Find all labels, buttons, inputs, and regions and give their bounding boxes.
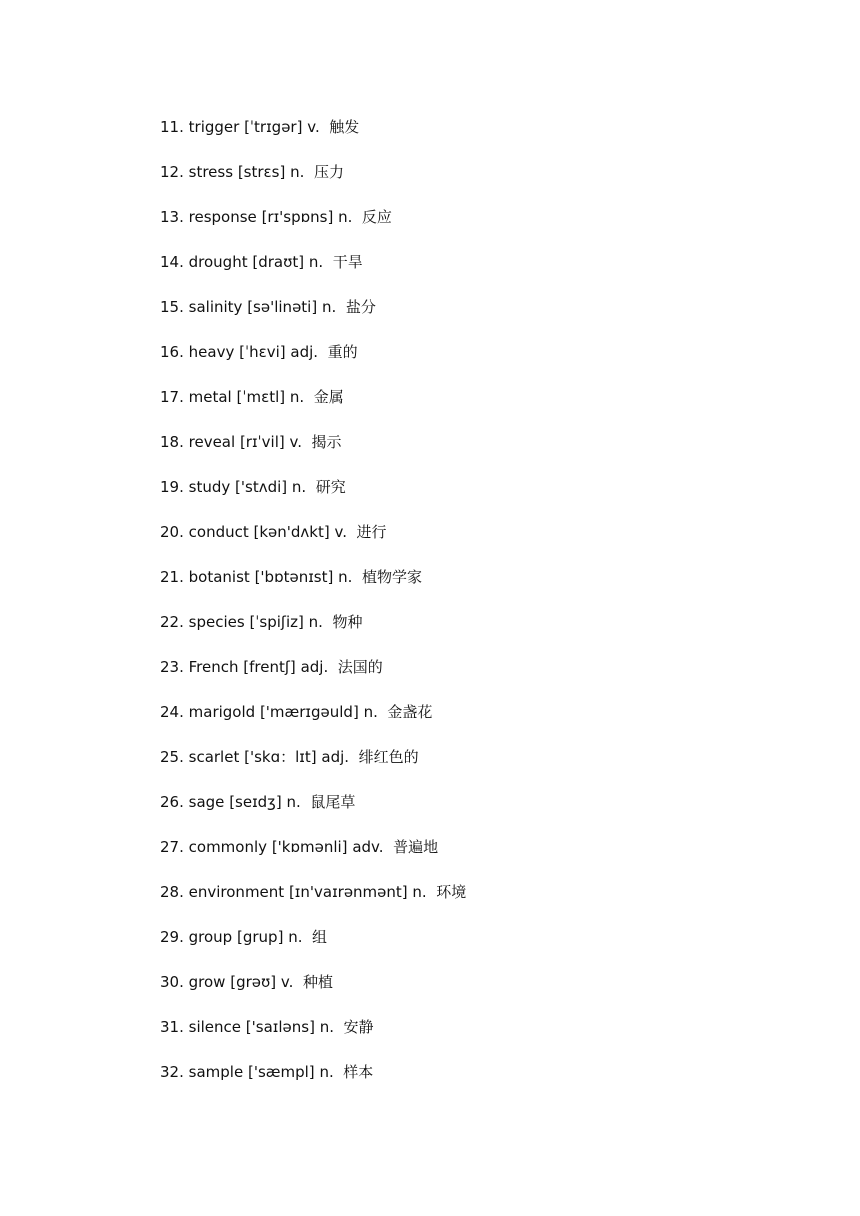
entry-phonetic: [strɛs]	[237, 163, 286, 181]
vocab-entry	[160, 521, 466, 566]
entry-number: 29.	[160, 928, 184, 946]
vocab-entry	[160, 611, 466, 656]
entry-meaning: 重的	[327, 343, 358, 361]
entry-word: scarlet	[188, 748, 240, 766]
entry-part-of-speech: n.	[338, 568, 353, 586]
vocab-entry	[160, 476, 466, 521]
vocab-entry	[160, 341, 466, 386]
entry-phonetic: ['stʌdi]	[235, 478, 288, 496]
entry-number: 18.	[160, 433, 184, 451]
entry-part-of-speech: n.	[288, 928, 303, 946]
entry-phonetic: [ˈmɛtl]	[236, 388, 286, 406]
entry-part-of-speech: v.	[280, 973, 294, 991]
vocab-entry	[160, 296, 466, 341]
entry-number: 11.	[160, 118, 184, 136]
vocab-entry	[160, 926, 466, 971]
vocab-entry	[160, 791, 466, 836]
entry-number: 19.	[160, 478, 184, 496]
vocab-entry	[160, 836, 466, 881]
entry-meaning: 揭示	[311, 433, 342, 451]
entry-phonetic: [kən'dʌkt]	[253, 523, 330, 541]
entry-number: 20.	[160, 523, 184, 541]
entry-meaning: 鼠尾草	[310, 793, 356, 811]
entry-word: commonly	[188, 838, 268, 856]
entry-phonetic: [frentʃ]	[243, 658, 296, 676]
entry-word: marigold	[188, 703, 256, 721]
entry-part-of-speech: n.	[291, 478, 307, 496]
entry-meaning: 金盏花	[387, 703, 433, 721]
entry-phonetic: [draʊt]	[252, 253, 305, 271]
entry-word: species	[188, 613, 245, 631]
entry-meaning: 压力	[313, 163, 344, 181]
entry-word: response	[188, 208, 257, 226]
entry-phonetic: [ˈhɛvi]	[239, 343, 286, 361]
entry-number: 26.	[160, 793, 184, 811]
vocabulary-list	[160, 116, 466, 1106]
vocab-entry	[160, 656, 466, 701]
entry-part-of-speech: adv.	[352, 838, 384, 856]
entry-part-of-speech: adj.	[300, 658, 329, 676]
entry-meaning: 样本	[343, 1063, 374, 1081]
entry-word: sage	[188, 793, 225, 811]
entry-word: trigger	[188, 118, 240, 136]
entry-meaning: 植物学家	[361, 568, 422, 586]
entry-number: 16.	[160, 343, 184, 361]
entry-meaning: 普遍地	[393, 838, 439, 856]
entry-number: 24.	[160, 703, 184, 721]
entry-meaning: 安静	[343, 1018, 374, 1036]
entry-meaning: 进行	[356, 523, 387, 541]
entry-meaning: 金属	[313, 388, 344, 406]
entry-part-of-speech: n.	[412, 883, 427, 901]
entry-number: 15.	[160, 298, 184, 316]
entry-phonetic: [ˈtrɪgər]	[244, 118, 303, 136]
entry-part-of-speech: adj.	[290, 343, 319, 361]
entry-word: study	[188, 478, 231, 496]
entry-word: conduct	[188, 523, 249, 541]
entry-word: silence	[188, 1018, 242, 1036]
entry-word: French	[188, 658, 239, 676]
entry-number: 32.	[160, 1063, 184, 1081]
entry-phonetic: ['kɒmənli]	[271, 838, 348, 856]
entry-word: metal	[188, 388, 232, 406]
entry-phonetic: ['saɪləns]	[245, 1018, 315, 1036]
entry-phonetic: [ˈspiʃiz]	[249, 613, 304, 631]
entry-part-of-speech: v.	[334, 523, 347, 541]
entry-part-of-speech: n.	[290, 163, 305, 181]
entry-part-of-speech: n.	[319, 1018, 334, 1036]
vocab-entry	[160, 1061, 466, 1106]
entry-word: stress	[188, 163, 234, 181]
entry-word: grow	[188, 973, 226, 991]
entry-phonetic: [seɪdʒ]	[229, 793, 282, 811]
vocab-entry	[160, 971, 466, 1016]
entry-phonetic: [rɪˈvil]	[239, 433, 285, 451]
vocab-entry	[160, 746, 466, 791]
entry-number: 23.	[160, 658, 184, 676]
entry-part-of-speech: n.	[308, 253, 324, 271]
entry-meaning: 研究	[315, 478, 346, 496]
entry-phonetic: ['bɒtənɪst]	[254, 568, 334, 586]
vocab-entry	[160, 431, 466, 476]
vocab-entry	[160, 206, 466, 251]
entry-meaning: 触发	[329, 118, 360, 136]
entry-part-of-speech: n.	[319, 1063, 334, 1081]
entry-word: drought	[188, 253, 248, 271]
entry-meaning: 种植	[302, 973, 333, 991]
entry-word: sample	[188, 1063, 244, 1081]
entry-part-of-speech: n.	[363, 703, 378, 721]
vocab-entry	[160, 1016, 466, 1061]
entry-number: 27.	[160, 838, 184, 856]
entry-word: group	[188, 928, 233, 946]
vocab-entry	[160, 116, 466, 161]
entry-phonetic: [grup]	[237, 928, 284, 946]
entry-part-of-speech: n.	[289, 388, 305, 406]
entry-part-of-speech: n.	[286, 793, 301, 811]
entry-number: 21.	[160, 568, 184, 586]
entry-part-of-speech: n.	[321, 298, 337, 316]
entry-phonetic: [rɪ'spɒns]	[261, 208, 334, 226]
entry-part-of-speech: v.	[307, 118, 320, 136]
entry-meaning: 组	[312, 928, 328, 946]
entry-number: 22.	[160, 613, 184, 631]
entry-part-of-speech: n.	[308, 613, 323, 631]
vocab-entry	[160, 566, 466, 611]
entry-phonetic: ['sæmpl]	[247, 1063, 315, 1081]
entry-word: reveal	[188, 433, 236, 451]
entry-word: salinity	[188, 298, 243, 316]
vocab-entry	[160, 251, 466, 296]
entry-meaning: 法国的	[337, 658, 383, 676]
entry-meaning: 物种	[332, 613, 363, 631]
entry-part-of-speech: n.	[338, 208, 353, 226]
entry-part-of-speech: adj.	[321, 748, 350, 766]
entry-meaning: 干旱	[332, 253, 363, 271]
entry-meaning: 环境	[436, 883, 467, 901]
entry-number: 12.	[160, 163, 184, 181]
vocab-entry	[160, 161, 466, 206]
entry-meaning: 绯红色的	[358, 748, 419, 766]
entry-number: 13.	[160, 208, 184, 226]
entry-word: botanist	[188, 568, 250, 586]
entry-word: environment	[188, 883, 285, 901]
entry-number: 30.	[160, 973, 184, 991]
entry-number: 31.	[160, 1018, 184, 1036]
entry-phonetic: [sə'linəti]	[247, 298, 318, 316]
vocab-entry	[160, 701, 466, 746]
entry-number: 28.	[160, 883, 184, 901]
entry-number: 17.	[160, 388, 184, 406]
entry-phonetic: [grəʊ]	[230, 973, 277, 991]
vocab-entry	[160, 881, 466, 926]
entry-word: heavy	[188, 343, 235, 361]
entry-phonetic: ['skɑ：lɪt]	[244, 748, 317, 766]
entry-phonetic: ['mærɪgəuld]	[259, 703, 359, 721]
entry-meaning: 盐分	[345, 298, 376, 316]
vocab-entry	[160, 386, 466, 431]
entry-part-of-speech: v.	[289, 433, 302, 451]
entry-number: 25.	[160, 748, 184, 766]
entry-meaning: 反应	[361, 208, 392, 226]
entry-number: 14.	[160, 253, 184, 271]
entry-phonetic: [ɪn'vaɪrənmənt]	[288, 883, 408, 901]
